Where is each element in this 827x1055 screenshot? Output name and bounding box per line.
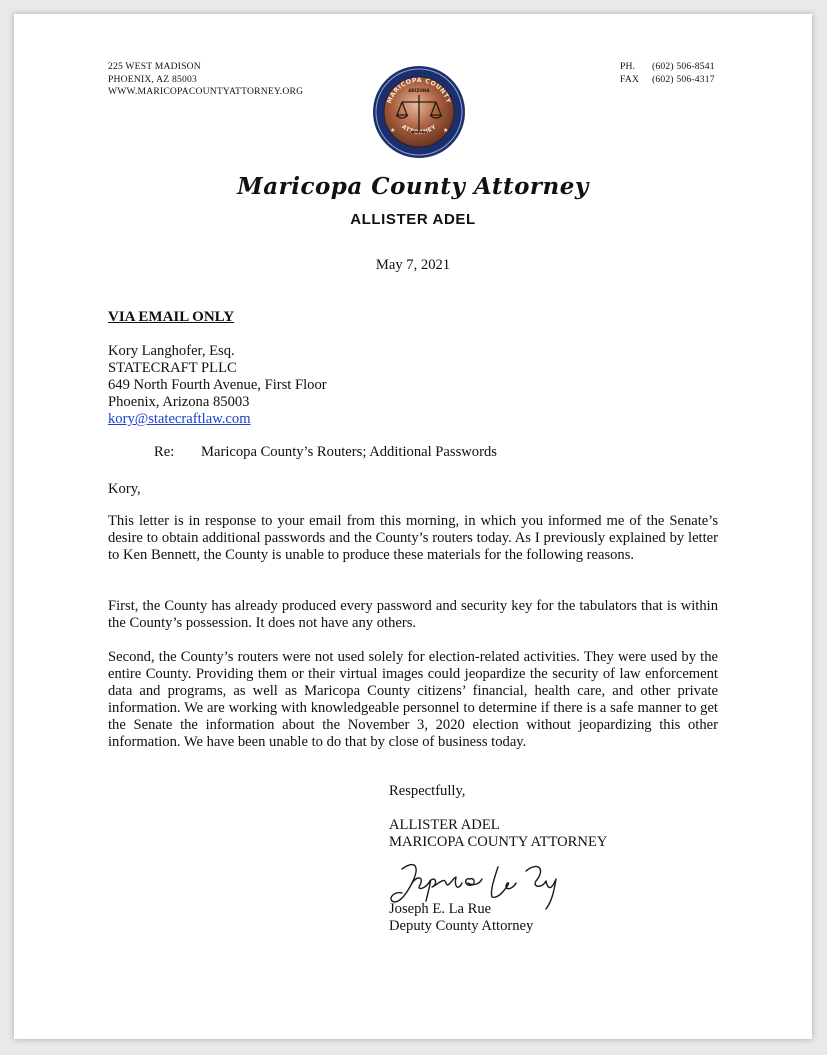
paragraph-1: This letter is in response to your email from this morning, in which you informed me of the Senate’s desire to obtain additional passwords and the County’s routers today. As I previously explained by letter to Ken Bennett, the County is unable to produce these materials for the following reasons. [108,513,718,563]
recipient-city: Phoenix, Arizona 85003 [108,394,250,410]
paragraph-3: Second, the County’s routers were not used solely for election-related activities. They were used by the entire County. Providing them or their virtual images could jeopardize the security of law enforcement data and programs, as well as Maricopa County citizens’ financial, health care, and other private information. We are working with knowledgeable personnel to determine if there is a safe manner to get the Senate the information about the November 3, 2020 election without jeopardizing this other information. We have been unable to do that by close of business today. [108,649,718,750]
signature-block [389,817,607,851]
signer-name: Joseph E. La Rue [389,901,492,917]
subject-text: Maricopa County’s Routers; Additional Passwords [201,444,497,460]
address-line-city: PHOENIX, AZ 85003 [108,73,197,85]
signer-block [389,901,533,935]
salutation: Kory, [108,481,141,497]
letter-page [14,14,812,1039]
signature-block-name: ALLISTER ADEL [389,817,500,833]
subject-label: Re: [154,444,175,460]
recipient-name: Kory Langhofer, Esq. [108,343,235,359]
svg-text:★: ★ [390,127,396,134]
letterhead-address [108,61,303,99]
svg-text:★: ★ [443,127,449,134]
office-title: Maricopa County Attorney [237,173,589,200]
recipient-street: 649 North Fourth Avenue, First Floor [108,377,327,393]
attorney-name: ALLISTER ADEL [350,211,476,228]
seal-text-mid: ARIZONA [408,88,430,93]
phone-label: PH. [620,61,636,72]
fax-label: FAX [620,73,640,85]
seal-text-bottom: ATTORNEY [400,124,438,136]
subject-line [154,444,497,461]
recipient-email-link[interactable]: kory@statecraftlaw.com [108,411,251,427]
recipient-firm: STATECRAFT PLLC [108,360,237,376]
signer-title: Deputy County Attorney [389,918,534,934]
letterhead-contact [620,61,715,86]
recipient-address [108,343,327,428]
letter-date: May 7, 2021 [375,257,451,273]
signature-block-title: MARICOPA COUNTY ATTORNEY [389,834,608,850]
address-line-street: 225 WEST MADISON [108,61,201,72]
phone-number: (602) 506-8541 [652,61,715,72]
fax-number: (602) 506-4317 [652,73,715,85]
closing: Respectfully, [389,783,466,799]
seal-text-top: MARICOPA COUNTY [386,76,452,105]
county-attorney-seal [372,61,466,164]
address-line-website: WWW.MARICOPACOUNTYATTORNEY.ORG [108,86,304,97]
delivery-method: VIA EMAIL ONLY [108,309,235,325]
paragraph-2: First, the County has already produced every password and security key for the tabulators that is within the County’s possession. It does not have any others. [108,598,718,631]
